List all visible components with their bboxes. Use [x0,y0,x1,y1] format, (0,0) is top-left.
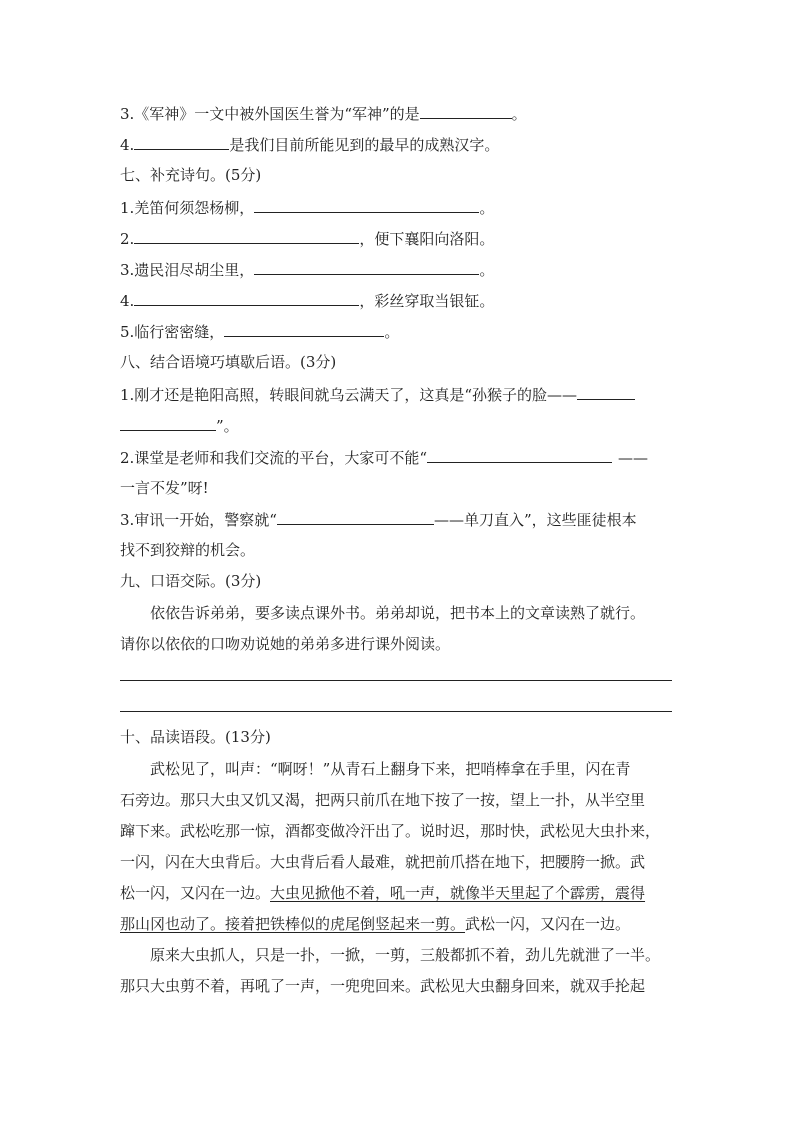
idiom-question-2-dash: —— [617,449,648,467]
answer-blank[interactable] [277,509,434,525]
idiom-question-3-rest: ——单刀直入”，这些匪徒根本 [433,511,637,529]
idiom-question-1-cont [120,415,239,435]
question-4-number: 4. [120,136,135,154]
idiom-question-3 [120,509,637,529]
poem-line-3-text: 3.遗民泪尽胡尘里， [120,261,255,279]
question-4-text: 是我们目前所能见到的最早的成熟汉字。 [229,136,500,154]
passage-line-5 [120,883,645,903]
poem-line-4 [120,290,494,310]
question-3-text: 3.《军神》一文中被外国医生誉为“军神”的是 [120,105,420,123]
poem-line-5-end: 。 [384,323,400,341]
answer-blank[interactable] [120,415,216,431]
poem-line-4-text: ，彩丝穿取当银钲。 [359,292,495,310]
idiom-question-1-end: ”。 [216,417,239,435]
section-9-paragraph-line-2: 请你以依依的口吻劝说她的弟弟多进行课外阅读。 [120,635,451,653]
answer-blank[interactable] [224,321,384,337]
answer-blank[interactable] [420,103,512,119]
passage-line-5-plain: 松一闪，又闪在一边。 [120,884,271,902]
question-4 [120,134,499,154]
poem-line-3-end: 。 [479,261,495,279]
answer-blank[interactable] [134,134,229,150]
passage-line-1: 武松见了，叫声：“啊呀！”从青石上翻身下来，把哨棒拿在手里，闪在青 [150,760,631,778]
section-8-heading: 八、结合语境巧填歇后语。(3分) [120,353,337,371]
section-9-paragraph-line-1: 依依告诉弟弟，要多读点课外书。弟弟却说，把书本上的文章读熟了就行。 [150,604,646,622]
idiom-question-1 [120,384,635,404]
underlined-sentence-cont: 那山冈也动了。接着把铁棒似的虎尾倒竖起来一剪。 [120,915,466,933]
passage-line-6-plain: 武松一闪，又闪在一边。 [465,915,631,933]
poem-line-1 [120,197,494,217]
section-7-heading: 七、补充诗句。(5分) [120,166,262,184]
section-10-heading: 十、品读语段。(13分) [120,728,271,746]
poem-line-1-text: 1.羌笛何须怨杨柳， [120,199,255,217]
passage-line-4: 一闪，闪在大虫背后。大虫背后看人最难，就把前爪搭在地下，把腰胯一掀。武 [120,853,646,871]
answer-line-1[interactable] [120,680,672,681]
answer-line-2[interactable] [120,711,672,712]
poem-line-4-number: 4. [120,292,135,310]
idiom-question-1-text: 1.刚才还是艳阳高照，转眼间就乌云满天了，这真是“孙猴子的脸—— [120,386,577,404]
poem-line-1-end: 。 [479,199,495,217]
idiom-question-2 [120,447,648,467]
passage-line-6 [120,914,630,934]
answer-blank[interactable] [134,290,359,306]
question-3-end: 。 [511,105,527,123]
answer-blank[interactable] [427,447,612,463]
passage-line-8: 那只大虫剪不着，再吼了一声，一兜兜回来。武松见大虫翻身回来，就双手抡起 [120,977,646,995]
passage-line-2: 石旁边。那只大虫又饥又渴，把两只前爪在地下按了一按，望上一扑，从半空里 [120,791,646,809]
answer-blank[interactable] [134,228,359,244]
passage-line-7: 原来大虫抓人，只是一扑，一掀，一剪，三般都抓不着，劲儿先就泄了一半。 [150,946,661,964]
idiom-question-2-cont: 一言不发”呀! [120,479,209,497]
poem-line-5 [120,321,399,341]
answer-blank[interactable] [254,259,479,275]
idiom-question-3-cont: 找不到狡辩的机会。 [120,541,256,559]
poem-line-3 [120,259,494,279]
poem-line-5-text: 5.临行密密缝， [120,323,225,341]
poem-line-2-number: 2. [120,230,135,248]
question-3 [120,103,527,123]
idiom-question-3-text: 3.审讯一开始，警察就“ [120,511,277,529]
answer-blank[interactable] [254,197,479,213]
underlined-sentence: 大虫见掀他不着，吼一声，就像半天里起了个霹雳，震得 [270,884,646,902]
passage-line-3: 蹿下来。武松吃那一惊，酒都变做冷汗出了。说时迟，那时快，武松见大虫扑来， [120,822,661,840]
section-9-heading: 九、口语交际。(3分) [120,572,262,590]
answer-blank[interactable] [577,384,635,400]
poem-line-2-text: ，便下襄阳向洛阳。 [359,230,495,248]
poem-line-2 [120,228,494,248]
idiom-question-2-text: 2.课堂是老师和我们交流的平台，大家可不能“ [120,449,427,467]
